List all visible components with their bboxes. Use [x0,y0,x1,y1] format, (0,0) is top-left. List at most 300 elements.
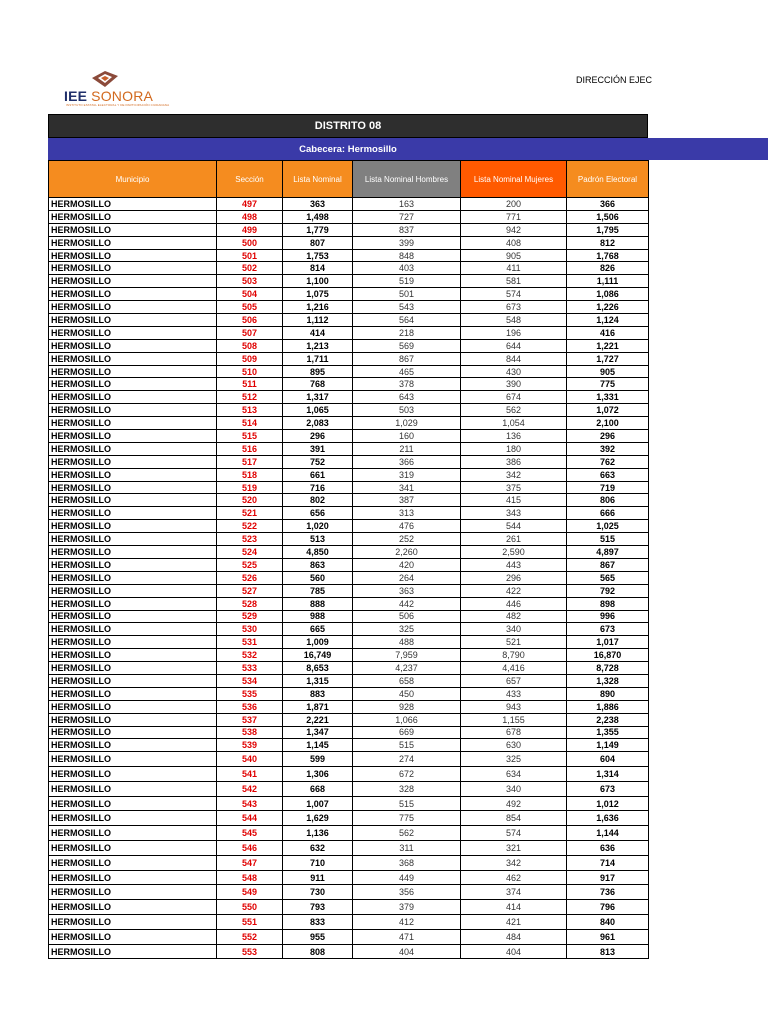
col-header-lista-nominal: Lista Nominal [283,161,353,198]
cell-seccion: 516 [217,442,283,455]
cell-seccion: 539 [217,739,283,752]
table-row [49,262,649,275]
cabecera-band [48,138,768,160]
cell-lista-nominal: 888 [283,597,353,610]
col-header-lista-mujeres: Lista Nominal Mujeres [461,161,567,198]
table-row [49,507,649,520]
cell-seccion: 536 [217,700,283,713]
cell-lista-hombres: 658 [353,674,461,687]
cell-lista-nominal: 1,100 [283,275,353,288]
cell-lista-hombres: 669 [353,726,461,739]
cell-lista-nominal: 1,007 [283,796,353,811]
cell-municipio: HERMOSILLO [49,339,217,352]
cell-seccion: 523 [217,533,283,546]
table-row [49,885,649,900]
cell-municipio: HERMOSILLO [49,249,217,262]
table-row [49,571,649,584]
cell-lista-hombres: 7,959 [353,649,461,662]
cell-lista-hombres: 264 [353,571,461,584]
cell-municipio: HERMOSILLO [49,900,217,915]
table-row [49,915,649,930]
cell-municipio: HERMOSILLO [49,546,217,559]
cell-seccion: 531 [217,636,283,649]
cell-seccion: 544 [217,811,283,826]
table-row [49,713,649,726]
cell-municipio: HERMOSILLO [49,929,217,944]
cell-padron: 1,506 [567,210,649,223]
cell-municipio: HERMOSILLO [49,674,217,687]
cell-lista-nominal: 1,306 [283,767,353,782]
cell-lista-mujeres: 544 [461,520,567,533]
cell-lista-nominal: 802 [283,494,353,507]
cell-municipio: HERMOSILLO [49,781,217,796]
cell-municipio: HERMOSILLO [49,352,217,365]
cell-seccion: 538 [217,726,283,739]
cell-lista-mujeres: 673 [461,301,567,314]
cell-seccion: 521 [217,507,283,520]
cell-municipio: HERMOSILLO [49,796,217,811]
cell-lista-mujeres: 1,054 [461,417,567,430]
table-row [49,494,649,507]
cell-seccion: 512 [217,391,283,404]
cell-seccion: 533 [217,662,283,675]
cell-lista-hombres: 564 [353,314,461,327]
cell-padron: 812 [567,236,649,249]
cell-lista-mujeres: 196 [461,326,567,339]
table-row [49,558,649,571]
cell-lista-mujeres: 180 [461,442,567,455]
cell-lista-mujeres: 422 [461,584,567,597]
cell-lista-hombres: 313 [353,507,461,520]
cell-municipio: HERMOSILLO [49,378,217,391]
cell-municipio: HERMOSILLO [49,262,217,275]
table-row [49,236,649,249]
cell-lista-mujeres: 678 [461,726,567,739]
table-row [49,468,649,481]
cell-lista-hombres: 404 [353,944,461,959]
cell-lista-mujeres: 342 [461,855,567,870]
cell-municipio: HERMOSILLO [49,841,217,856]
cell-seccion: 550 [217,900,283,915]
logo-wordmark [64,88,153,104]
logo-text-sonora: SONORA [91,88,154,104]
cell-seccion: 548 [217,870,283,885]
cell-lista-mujeres: 446 [461,597,567,610]
table-row [49,726,649,739]
cell-lista-mujeres: 942 [461,223,567,236]
cell-municipio: HERMOSILLO [49,636,217,649]
cell-lista-hombres: 465 [353,365,461,378]
cell-lista-mujeres: 644 [461,339,567,352]
table-row [49,584,649,597]
cell-padron: 867 [567,558,649,571]
cell-lista-nominal: 768 [283,378,353,391]
cell-lista-nominal: 1,075 [283,288,353,301]
cell-seccion: 520 [217,494,283,507]
table-row [49,430,649,443]
cell-padron: 1,144 [567,826,649,841]
col-header-seccion: Sección [217,161,283,198]
cell-lista-nominal: 1,136 [283,826,353,841]
cell-municipio: HERMOSILLO [49,442,217,455]
cell-lista-nominal: 1,711 [283,352,353,365]
cell-lista-hombres: 366 [353,455,461,468]
cell-seccion: 545 [217,826,283,841]
table-row [49,636,649,649]
cell-seccion: 542 [217,781,283,796]
table-row [49,533,649,546]
cell-lista-mujeres: 562 [461,404,567,417]
table-row [49,811,649,826]
cell-lista-mujeres: 404 [461,944,567,959]
cell-lista-hombres: 403 [353,262,461,275]
table-row [49,546,649,559]
cell-padron: 1,025 [567,520,649,533]
cell-lista-nominal: 716 [283,481,353,494]
cell-seccion: 504 [217,288,283,301]
cell-municipio: HERMOSILLO [49,326,217,339]
cell-seccion: 499 [217,223,283,236]
cell-padron: 673 [567,623,649,636]
cell-lista-nominal: 296 [283,430,353,443]
cell-lista-mujeres: 136 [461,430,567,443]
table-row [49,352,649,365]
cell-padron: 762 [567,455,649,468]
cell-padron: 296 [567,430,649,443]
cell-seccion: 535 [217,687,283,700]
cell-padron: 1,086 [567,288,649,301]
cell-lista-mujeres: 433 [461,687,567,700]
cell-seccion: 497 [217,198,283,211]
cell-lista-hombres: 543 [353,301,461,314]
cell-municipio: HERMOSILLO [49,752,217,767]
table-row [49,739,649,752]
cell-seccion: 514 [217,417,283,430]
table-row [49,826,649,841]
cell-lista-hombres: 325 [353,623,461,636]
table-row [49,365,649,378]
table-row [49,781,649,796]
direccion-header: DIRECCIÓN EJEC [576,75,653,85]
cell-lista-mujeres: 1,155 [461,713,567,726]
cell-lista-hombres: 515 [353,796,461,811]
cell-lista-hombres: 274 [353,752,461,767]
table-header-row [49,161,649,198]
cell-lista-nominal: 833 [283,915,353,930]
cell-lista-nominal: 752 [283,455,353,468]
cell-padron: 663 [567,468,649,481]
cell-lista-nominal: 1,317 [283,391,353,404]
cell-municipio: HERMOSILLO [49,739,217,752]
table-row [49,198,649,211]
table-row [49,944,649,959]
cell-lista-hombres: 211 [353,442,461,455]
cell-municipio: HERMOSILLO [49,417,217,430]
cell-seccion: 540 [217,752,283,767]
cell-padron: 1,355 [567,726,649,739]
cell-lista-mujeres: 342 [461,468,567,481]
cell-seccion: 518 [217,468,283,481]
cell-padron: 826 [567,262,649,275]
cell-seccion: 551 [217,915,283,930]
cell-seccion: 528 [217,597,283,610]
cell-municipio: HERMOSILLO [49,811,217,826]
table-row [49,481,649,494]
cell-seccion: 547 [217,855,283,870]
cell-municipio: HERMOSILLO [49,520,217,533]
cell-municipio: HERMOSILLO [49,944,217,959]
cell-seccion: 526 [217,571,283,584]
table-row [49,288,649,301]
cell-lista-mujeres: 674 [461,391,567,404]
logo-subtitle: INSTITUTO ESTATAL ELECTORAL Y DE PARTICIPACIÓN CIUDADANA [66,103,170,107]
cell-seccion: 532 [217,649,283,662]
cell-lista-nominal: 883 [283,687,353,700]
cell-padron: 1,226 [567,301,649,314]
cell-municipio: HERMOSILLO [49,507,217,520]
cell-lista-nominal: 808 [283,944,353,959]
table-row [49,700,649,713]
cell-municipio: HERMOSILLO [49,855,217,870]
cell-seccion: 543 [217,796,283,811]
cell-lista-hombres: 252 [353,533,461,546]
table-row [49,404,649,417]
cell-lista-hombres: 1,029 [353,417,461,430]
cell-lista-hombres: 515 [353,739,461,752]
cell-seccion: 517 [217,455,283,468]
cell-lista-hombres: 476 [353,520,461,533]
cell-lista-hombres: 488 [353,636,461,649]
cell-seccion: 552 [217,929,283,944]
table-row [49,929,649,944]
cell-municipio: HERMOSILLO [49,558,217,571]
cell-lista-nominal: 793 [283,900,353,915]
cell-municipio: HERMOSILLO [49,623,217,636]
cell-lista-nominal: 1,498 [283,210,353,223]
cell-municipio: HERMOSILLO [49,391,217,404]
cell-municipio: HERMOSILLO [49,885,217,900]
cell-padron: 898 [567,597,649,610]
cell-lista-mujeres: 325 [461,752,567,767]
cell-padron: 1,017 [567,636,649,649]
cell-seccion: 553 [217,944,283,959]
cell-lista-hombres: 311 [353,841,461,856]
cell-lista-hombres: 450 [353,687,461,700]
cell-lista-hombres: 775 [353,811,461,826]
cell-lista-mujeres: 548 [461,314,567,327]
cell-lista-nominal: 668 [283,781,353,796]
cell-municipio: HERMOSILLO [49,571,217,584]
cell-padron: 636 [567,841,649,856]
cell-lista-nominal: 863 [283,558,353,571]
cell-lista-nominal: 2,221 [283,713,353,726]
cell-lista-hombres: 319 [353,468,461,481]
cell-padron: 515 [567,533,649,546]
cell-lista-nominal: 8,653 [283,662,353,675]
cell-lista-nominal: 661 [283,468,353,481]
table-row [49,870,649,885]
cell-lista-nominal: 710 [283,855,353,870]
cell-lista-hombres: 506 [353,610,461,623]
cell-seccion: 501 [217,249,283,262]
cell-padron: 1,727 [567,352,649,365]
cell-padron: 1,221 [567,339,649,352]
table-row [49,314,649,327]
cell-lista-nominal: 632 [283,841,353,856]
cell-lista-hombres: 442 [353,597,461,610]
cell-lista-mujeres: 634 [461,767,567,782]
cell-municipio: HERMOSILLO [49,713,217,726]
cell-lista-nominal: 1,347 [283,726,353,739]
cell-padron: 2,100 [567,417,649,430]
cell-seccion: 524 [217,546,283,559]
cell-padron: 1,328 [567,674,649,687]
table-row [49,674,649,687]
cell-lista-hombres: 387 [353,494,461,507]
cell-municipio: HERMOSILLO [49,597,217,610]
cell-seccion: 498 [217,210,283,223]
cell-lista-hombres: 356 [353,885,461,900]
cell-lista-hombres: 501 [353,288,461,301]
cell-lista-nominal: 513 [283,533,353,546]
cell-lista-mujeres: 408 [461,236,567,249]
cell-lista-nominal: 391 [283,442,353,455]
cell-seccion: 500 [217,236,283,249]
cell-seccion: 525 [217,558,283,571]
col-header-padron: Padrón Electoral [567,161,649,198]
cell-lista-mujeres: 905 [461,249,567,262]
cell-seccion: 546 [217,841,283,856]
cell-padron: 890 [567,687,649,700]
cell-lista-mujeres: 943 [461,700,567,713]
cell-lista-mujeres: 8,790 [461,649,567,662]
cell-seccion: 541 [217,767,283,782]
cell-municipio: HERMOSILLO [49,700,217,713]
table-row [49,326,649,339]
cell-padron: 806 [567,494,649,507]
cell-lista-hombres: 363 [353,584,461,597]
cell-lista-mujeres: 521 [461,636,567,649]
cell-lista-nominal: 1,629 [283,811,353,826]
cell-lista-mujeres: 414 [461,900,567,915]
cell-lista-nominal: 955 [283,929,353,944]
table-body [49,198,649,959]
cell-padron: 905 [567,365,649,378]
cell-municipio: HERMOSILLO [49,314,217,327]
cell-lista-mujeres: 484 [461,929,567,944]
cell-lista-hombres: 420 [353,558,461,571]
cell-municipio: HERMOSILLO [49,915,217,930]
cell-municipio: HERMOSILLO [49,455,217,468]
table-row [49,442,649,455]
cell-lista-nominal: 1,112 [283,314,353,327]
cell-seccion: 506 [217,314,283,327]
cell-lista-nominal: 988 [283,610,353,623]
cell-lista-nominal: 4,850 [283,546,353,559]
cell-padron: 416 [567,326,649,339]
cell-padron: 714 [567,855,649,870]
table-row [49,900,649,915]
cell-padron: 1,886 [567,700,649,713]
cell-padron: 736 [567,885,649,900]
cell-lista-mujeres: 340 [461,781,567,796]
cell-lista-nominal: 1,065 [283,404,353,417]
logo-text-iee: IEE [64,88,88,104]
table-row [49,378,649,391]
cell-padron: 996 [567,610,649,623]
cell-padron: 1,636 [567,811,649,826]
cell-municipio: HERMOSILLO [49,610,217,623]
cell-lista-hombres: 928 [353,700,461,713]
cell-lista-hombres: 643 [353,391,461,404]
cell-lista-hombres: 471 [353,929,461,944]
cell-padron: 1,314 [567,767,649,782]
cell-lista-mujeres: 482 [461,610,567,623]
cell-lista-nominal: 1,779 [283,223,353,236]
cell-lista-mujeres: 375 [461,481,567,494]
cell-padron: 719 [567,481,649,494]
cell-municipio: HERMOSILLO [49,726,217,739]
cell-lista-mujeres: 415 [461,494,567,507]
table-row [49,391,649,404]
cell-padron: 1,072 [567,404,649,417]
cell-lista-hombres: 2,260 [353,546,461,559]
cell-seccion: 508 [217,339,283,352]
cell-municipio: HERMOSILLO [49,687,217,700]
cell-lista-hombres: 378 [353,378,461,391]
cell-padron: 4,897 [567,546,649,559]
cell-lista-mujeres: 430 [461,365,567,378]
cell-lista-mujeres: 443 [461,558,567,571]
cell-lista-mujeres: 296 [461,571,567,584]
cell-lista-hombres: 379 [353,900,461,915]
cell-lista-mujeres: 343 [461,507,567,520]
cell-municipio: HERMOSILLO [49,275,217,288]
cell-lista-nominal: 2,083 [283,417,353,430]
table-row [49,796,649,811]
cell-lista-mujeres: 657 [461,674,567,687]
table-row [49,687,649,700]
cell-seccion: 509 [217,352,283,365]
table-row [49,610,649,623]
table-row [49,767,649,782]
cell-lista-hombres: 163 [353,198,461,211]
cell-lista-nominal: 665 [283,623,353,636]
cell-municipio: HERMOSILLO [49,236,217,249]
cell-lista-hombres: 848 [353,249,461,262]
cell-lista-hombres: 341 [353,481,461,494]
distrito-title: DISTRITO 08 [48,114,648,138]
cell-lista-mujeres: 771 [461,210,567,223]
cell-lista-mujeres: 200 [461,198,567,211]
table-row [49,855,649,870]
cell-municipio: HERMOSILLO [49,468,217,481]
cell-municipio: HERMOSILLO [49,662,217,675]
logo-emblem-icon [90,70,120,88]
padron-table [48,160,649,959]
cell-padron: 1,012 [567,796,649,811]
cell-padron: 604 [567,752,649,767]
cell-seccion: 503 [217,275,283,288]
cell-lista-mujeres: 630 [461,739,567,752]
table-row [49,752,649,767]
table-row [49,455,649,468]
cell-lista-mujeres: 462 [461,870,567,885]
cell-lista-hombres: 837 [353,223,461,236]
cell-lista-hombres: 503 [353,404,461,417]
iee-sonora-logo [64,70,170,110]
table-row [49,417,649,430]
